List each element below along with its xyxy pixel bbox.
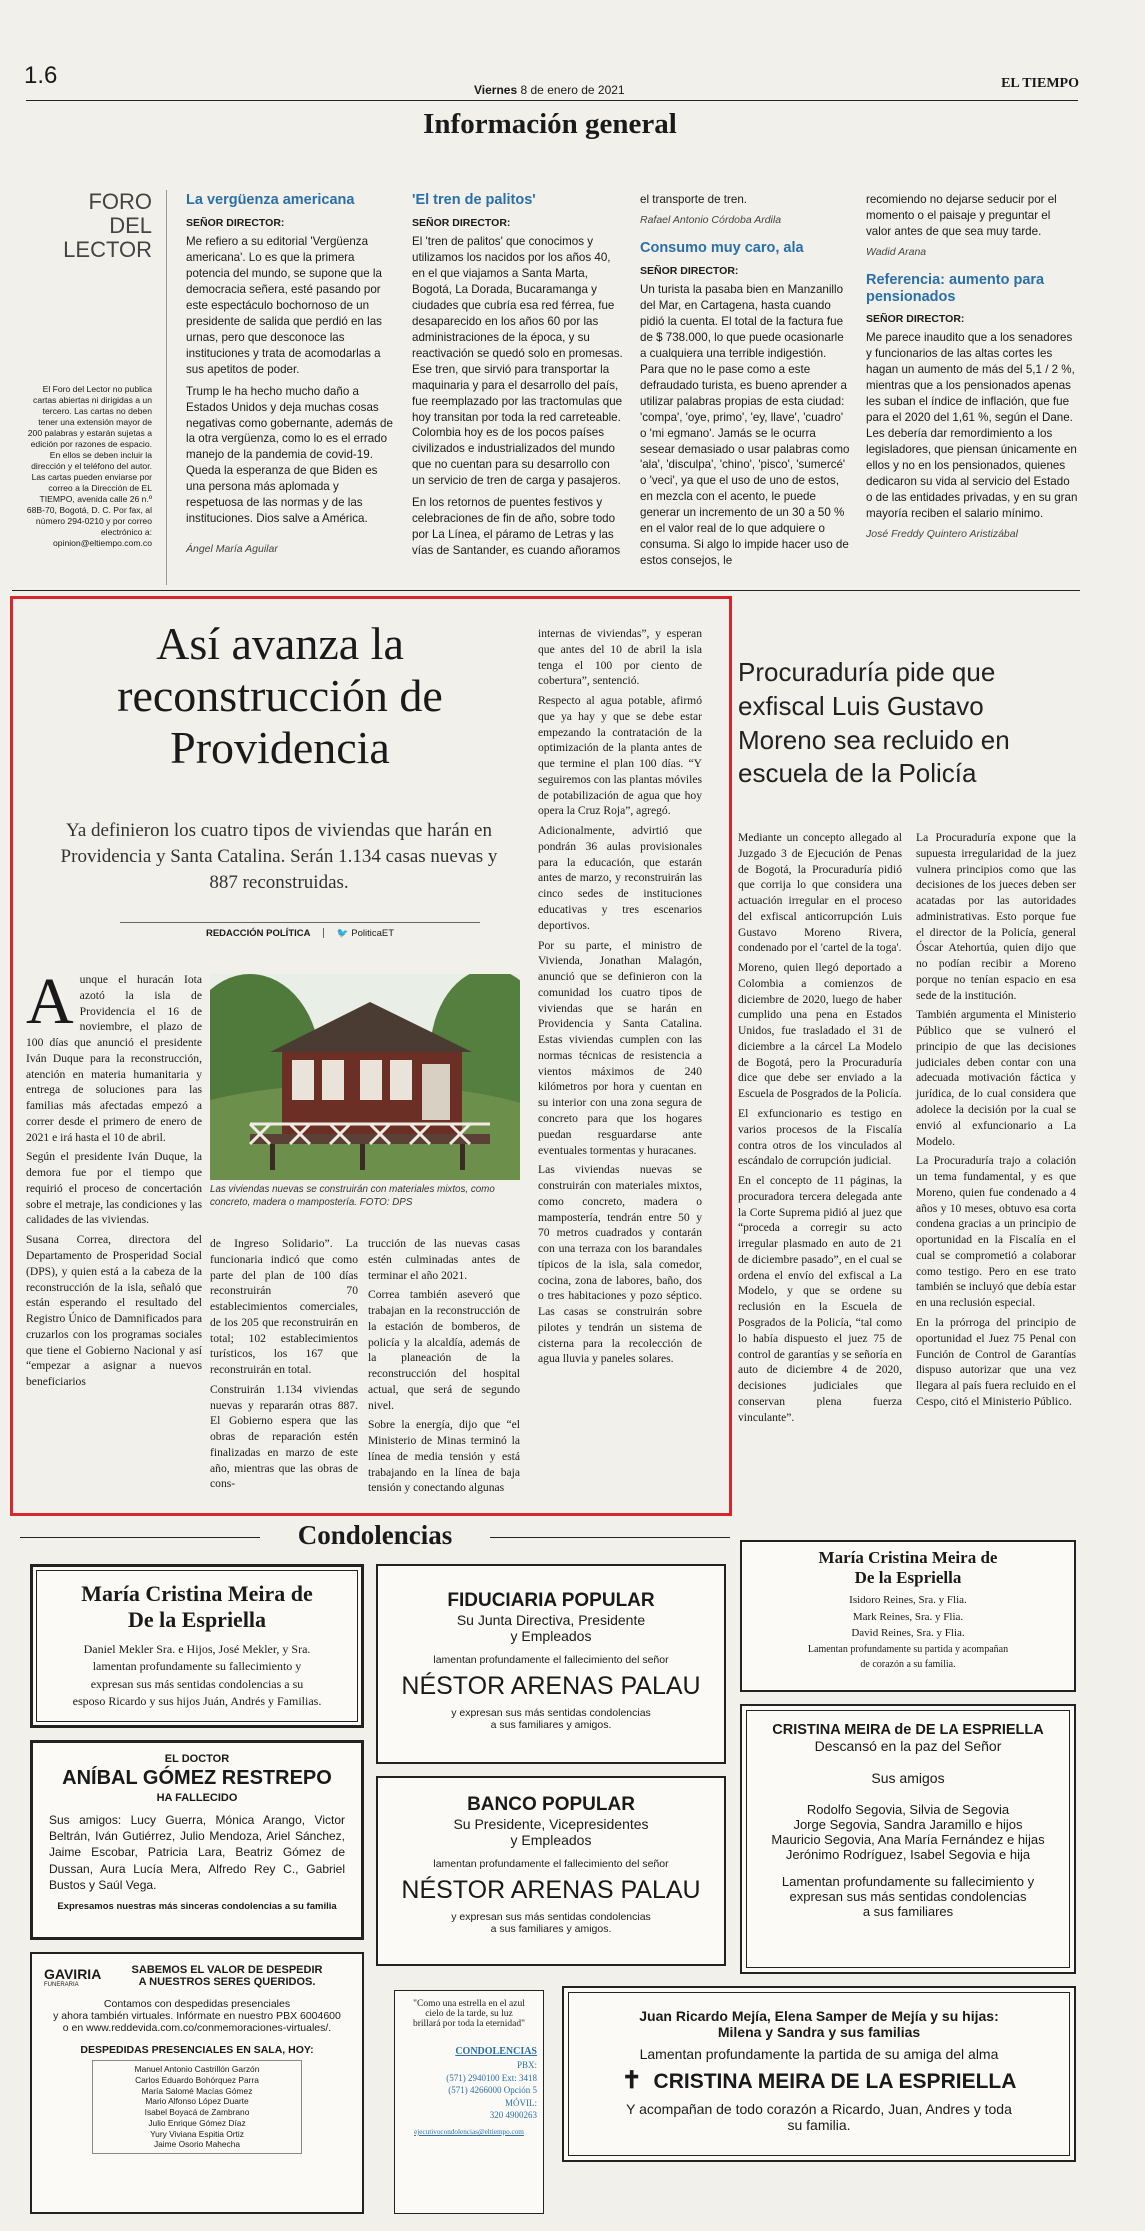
ad-name: Julio Enrique Gómez Díaz	[148, 2117, 246, 2128]
article-paragraph: Mediante un concepto allegado al Juzgado 3 de Ejecución de Penas de Bogotá, la Procuraduría pidió que corrija lo que considera una actuación irregular en el proceso del exfiscal anticorrupción Luis Gustavo Moreno Rivera, condenado por el 'cartel de la toga'.	[738, 831, 902, 955]
obituary-line: Lamentan profundamente su fallecimiento y	[781, 1874, 1035, 1889]
contact-label: PBX:	[516, 2060, 537, 2070]
providencia-col-1	[26, 965, 202, 1394]
dropcap: A	[26, 965, 74, 1038]
obituary-line: Daniel Mekler Sra. e Hijos, José Mekler, y Sra.	[83, 1642, 311, 1656]
obituary-name: Jerónimo Rodríguez, Isabel Segovia e hija	[785, 1847, 1031, 1862]
ad-quote: "Como una estrella en el azul	[413, 1999, 525, 2009]
obituary-line: expresan sus más sentidas condolencias	[789, 1889, 1027, 1904]
obituary-line: y expresan sus más sentidas condolencias	[451, 1707, 651, 1719]
letter-paragraph: Me parece inaudito que a los senadores y funcionarios de las altas cortes les hagan un aumento de más del 5,1 / 2 %, mientras que a los pensionados apenas les suban el índice de inflación, que fue para el 2020 del 1,61 %, según el Dane. Les debería dar remordimiento a los legisladores, que piensan únicamente en ellos y no en los pensionados, quienes dedicaron su vida al servicio del Estado o de las entidades privadas, y en su gran mayoría reciben el salario mínimo.	[866, 331, 1078, 521]
providencia-col-4	[538, 626, 702, 1371]
obituary-lament: lamentan profundamente el fallecimiento del señor	[433, 1654, 669, 1666]
obituary-line: David Reines, Sra. y Flia.	[851, 1627, 965, 1639]
procuraduria-col-2	[916, 830, 1076, 1414]
obituary-body: Sus amigos: Lucy Guerra, Mónica Arango, Victor Beltrán, Iván Gutiérrez, Julio Mendoza, Ariel Sánchez, Jaime Escobar, Patricia Lara, Beatriz Gómez de Dussan, Aura Lucía Mera, Alfredo Rey C., Gabriel Bustos y Saúl Vega.	[49, 1813, 345, 1892]
ad-quote: brillará por toda la eternidad"	[412, 2019, 526, 2029]
header-rule	[26, 100, 1078, 101]
providencia-deck: Ya definieron los cuatro tipos de viviendas que harán en Providencia y Santa Catalina. Serán 1.134 casas nuevas y 887 reconstruidas.	[60, 820, 498, 894]
page-number: 1.6	[24, 62, 58, 89]
obituary-line: a sus familiares y amigos.	[490, 1923, 612, 1935]
letter-heading: La vergüenza americana	[186, 192, 355, 208]
obituary-name: CRISTINA MEIRA DE LA ESPRIELLA	[653, 2070, 1017, 2093]
article-paragraph: Sobre la energía, dijo que “el Ministerio de Minas terminó la línea de media tensión y está trabajando en la línea de baja tensión y conectando algunas	[368, 1418, 520, 1495]
obituary-name: Jorge Segovia, Sandra Jaramillo e hijos	[793, 1817, 1023, 1832]
article-paragraph: Moreno, quien llegó deportado a Colombia a comienzos de diciembre de 2020, luego de haber cumplido una pena en Estados Unidos, fue trasladado el 31 de diciembre a la cárcel La Modelo de Bogotá, pero la Procuraduría dice que debe ser enviado a la Escuela de Posgrados de la Policía.	[738, 961, 902, 1101]
letter-paragraph: En los retornos de puentes festivos y celebraciones de fin de año, sobre todo por La Línea, el páramo de Letras y las vías de Santander, es cuando añoramos	[412, 496, 621, 558]
letter-signature: Rafael Antonio Córdoba Ardila	[640, 213, 782, 226]
article-paragraph: La Procuraduría expone que la supuesta irregularidad de la juez vulnera principios como que las decisiones de los jueces deben ser acatadas por las autoridades administrativas. Esto porque fue el director de la Policía, general Óscar Atehortúa, quien dijo que no podían recibir a Moreno porque no tenían espacio en esa sede de la institución.	[916, 831, 1076, 1002]
byline-author: REDACCIÓN POLÍTICA	[205, 928, 311, 939]
section-title: Información general	[423, 108, 677, 140]
foro-title	[40, 190, 152, 263]
condolencias-rule-left	[20, 1537, 260, 1538]
ad-quote: cielo de la tarde, su luz	[425, 2009, 513, 2019]
letter-paragraph: El 'tren de palitos' que conocimos y utilizamos los nacidos por los años 40, en el que viajamos a Santa Marta, Bogotá, La Dorada, Bucaramanga y ciudades que cubría esa red férrea, fue desaparecido en los años 60 por las administraciones de la época, y su reactivación se quedó solo en promesas. Ese tren, que sirvió para transportar la maquinaria y para el desarrollo del país, fue reemplazado por las tractomulas que hoy transitan por toda la red carreteable. Colombia hoy es de los pocos países civilizados e industrializados del mundo que no cuentan para su desarrollo con un servicio de tren de carga y pasajeros.	[412, 234, 623, 488]
providencia-col-3	[368, 1236, 520, 1500]
providencia-headline: Así avanza la reconstrucción de Providencia	[117, 618, 443, 773]
gaviria-logo	[44, 1966, 101, 1988]
obituary-fiduciaria	[376, 1564, 726, 1764]
funeraria-gaviria-ad	[30, 1952, 364, 2214]
obituary-name: NÉSTOR ARENAS PALAU	[401, 1672, 701, 1700]
providencia-photo	[210, 974, 520, 1180]
byline-twitter: PoliticaET	[351, 928, 395, 939]
obituary-main	[578, 2066, 1060, 2095]
letter-heading: Referencia: aumento para pensionados	[866, 271, 1045, 305]
obituary-gomez-restrepo	[30, 1740, 364, 1940]
obituary-banco-popular	[376, 1776, 726, 1966]
obituary-line: su familia.	[787, 2117, 851, 2133]
article-paragraph: Según el presidente Iván Duque, la demora fue por el tiempo que requirió el proceso de concertación sobre el metraje, las condiciones y las calidades de las viviendas.	[26, 1150, 202, 1227]
condolencias-contact-ad	[394, 1990, 544, 2214]
condolencias-rule-right	[490, 1537, 730, 1538]
obituary-sub: Su Presidente, Vicepresidentes	[453, 1816, 649, 1832]
obituary-sub: y Empleados	[510, 1628, 592, 1644]
obituary-line: expresan sus más sentidas condolencias a su	[90, 1676, 304, 1691]
obituary-sub: Su Junta Directiva, Presidente	[456, 1612, 646, 1628]
article-paragraph: Adicionalmente, advirtió que pondrán 36 aulas provisionales para la educación, que estarán antes de marzo, y reconstruirán las cinco sedes de instituciones educativas y tres escenarios deportivos.	[538, 824, 702, 932]
letter-heading: Consumo muy caro, ala	[640, 239, 804, 256]
obituary-title: De la Espriella	[127, 1607, 267, 1632]
article-paragraph: El exfuncionario es testigo en varios procesos de la Fiscalía contra otros de los vinculados al escándalo de corrupción judicial.	[738, 1107, 902, 1168]
ad-name: Yury Viviana Espitia Ortiz	[150, 2128, 244, 2139]
column-rule	[166, 190, 167, 585]
obituary-name: ANÍBAL GÓMEZ RESTREPO	[62, 1767, 332, 1789]
letter-paragraph: Me refiero a su editorial 'Vergüenza americana'. Lo es que la primera potencia del mundo, se supone que la democracia señera, esté pasando por este espectáculo bochornoso de un presidente de salida que perdió en las urnas, pero que desconoce las instituciones y trata de acomodarlas a sus apetitos de poder.	[186, 234, 382, 376]
contact-heading: CONDOLENCIAS	[455, 2046, 537, 2057]
letter-signature: Wadid Arana	[866, 245, 927, 258]
obituary-sub: Descansó en la paz del Señor	[814, 1738, 1002, 1754]
letter-salutation: SEÑOR DIRECTOR:	[186, 216, 285, 229]
obituary-line: a sus familiares y amigos.	[490, 1719, 612, 1731]
providencia-byline	[120, 922, 480, 939]
obituary-pre: EL DOCTOR	[164, 1753, 230, 1765]
obituary-title: De la Espriella	[854, 1568, 962, 1587]
article-paragraph: internas de viviendas”, y esperan que antes del 10 de abril la isla tenga el 100 por ciento de cobertura”, sentenció.	[538, 627, 702, 688]
obituary-meira-reines	[740, 1540, 1076, 1692]
gaviria-logo-name: GAVIRIA	[44, 1966, 102, 1982]
article-paragraph: En la prórroga del principio de oportunidad el Juez 75 Penal con Función de Control de Garantías dispuso autorizar que una vez llegara al país fuera recluido en el Cespo, citó el Ministerio Público.	[916, 1315, 1076, 1408]
contact-phone: (571) 4266000 Opción 5	[448, 2085, 537, 2096]
obituary-heading: Juan Ricardo Mejía, Elena Samper de Mejía y su hijas:	[639, 2008, 999, 2024]
letter-salutation: SEÑOR DIRECTOR:	[640, 264, 739, 277]
obituary-name: Rodolfo Segovia, Silvia de Segovia	[806, 1802, 1010, 1817]
providencia-col-2	[210, 1236, 358, 1496]
ad-text: Contamos con despedidas presenciales	[103, 1998, 291, 2010]
contact-label: MÓVIL:	[505, 2097, 537, 2108]
article-paragraph: En el concepto de 11 páginas, la procuradora tercera delegada ante la Corte Suprema pidió al juez que “proceda a corregir su acto irregular plasmado en auto de 21 de diciembre pasado”, en el cual se ordena el envío del exfiscal a La Modelo, y que se ordene su reclusión en la Escuela de Posgrados de la Policía, “tal como lo había dispuesto el juez 75 de control de garantías y se señoría en auto de diciembre 4 de 2020, decisiones judiciales que conservan plena fuerza vinculante”.	[738, 1174, 902, 1424]
foro-bottom-rule	[12, 590, 1080, 591]
article-paragraph: Las viviendas nuevas se construirán con materiales mixtos, como concreto, madera o mampostería, tendrán entre 50 y 70 metros cuadrados y contarán con una terraza con los barandales típicos de la isla, sala comedor, cocina, zona de labores, baño, dos o tres habitaciones y pozo séptico. Las casas se construirán sobre pilotes y tendrán un sistema de cisterna para la recolección de agua lluvia y paneles solares.	[538, 1163, 702, 1366]
obituary-title: CRISTINA MEIRA de DE LA ESPRIELLA	[772, 1722, 1044, 1738]
obituary-org: BANCO POPULAR	[467, 1794, 635, 1815]
letter-salutation: SEÑOR DIRECTOR:	[866, 313, 965, 326]
letter-paragraph: Trump le ha hecho mucho daño a Estados Unidos y deja muchas cosas negativas como gobernante, además de la otra vergüenza, como lo es el errado manejo de la pandemia de covid-19. Queda la esperanza de que Biden es una persona más aplomada y respetuosa de las normas y de las instituciones. Dios salve a América.	[186, 384, 393, 526]
ad-text: y ahora también virtuales. Infórmate en nuestro PBX 6004600	[53, 2010, 341, 2022]
obituary-name: Mauricio Segovia, Ana María Fernández e hijas	[771, 1832, 1045, 1847]
letter-heading: 'El tren de palitos'	[412, 192, 536, 208]
dateline-day: Viernes	[474, 83, 518, 97]
ad-name: Mario Alfonso López Duarte	[145, 2096, 249, 2107]
letter-consumo	[640, 192, 852, 575]
obituary-title: María Cristina Meira de	[81, 1581, 313, 1606]
obituary-line: esposo Ricardo y sus hijos Juán, Andrés y Familias.	[72, 1694, 322, 1709]
article-paragraph: Correa también aseveró que trabajan en la reconstrucción de la estación de bomberos, de policía y la alcaldía, además de la planeación de la reconstrucción del hospital actual, que será de segundo nivel.	[368, 1288, 520, 1412]
obituary-line: lamentan profundamente su fallecimiento y	[92, 1659, 302, 1674]
ad-heading: SABEMOS EL VALOR DE DESPEDIR	[131, 1964, 323, 1976]
letter-signature: Ángel María Aguilar	[186, 543, 278, 556]
ad-name: Jaime Osorio Mahecha	[153, 2139, 241, 2150]
obituary-line: Lamentan profundamente su partida y acompañan	[807, 1643, 1009, 1655]
obituary-lament: lamentan profundamente el fallecimiento del señor	[433, 1858, 669, 1870]
article-paragraph: trucción de las nuevas casas estén culminadas antes de terminar el año 2021.	[368, 1237, 520, 1282]
ad-name: Manuel Antonio Castrillón Garzón	[134, 2064, 260, 2074]
ad-name: Isabel Boyacá de Zambrano	[144, 2107, 250, 2117]
obituary-line: Y acompañan de todo corazón a Ricardo, Juan, Andres y toda	[626, 2101, 1012, 2117]
obituary-mejia	[562, 1986, 1076, 2162]
obituary-meira-mekler	[30, 1564, 364, 1728]
foro-note: El Foro del Lector no publica cartas abiertas ni dirigidas a un tercero. Las cartas no deben tener una extensión mayor de 200 palabras y estarán sujetas a edición por razones de espacio. En ellos se deben incluir la dirección y el teléfono del autor. Las cartas pueden enviarse por correo a la Dirección de EL TIEMPO, avenida calle 26 n.º 68B-70, Bogotá, D. C. Por fax, al número 294-0210 y por correo electrónico a: opinion@eltiempo.com.co	[26, 384, 152, 548]
obituary-line: a sus familiares	[862, 1904, 954, 1919]
masthead-logo: EL TIEMPO	[1001, 76, 1079, 91]
article-paragraph: unque el huracán Iota azotó la isla de Providencia el 16 de noviembre, el plazo de 100 días que anunció el presidente Iván Duque para la reconstrucción, atención en materia humanitaria y entrega de soluciones para las familias más afectadas empezó a correr desde el primero de enero de 2021 e irá hasta el 10 de abril.	[26, 973, 202, 1144]
ad-text: o en www.reddevida.com.co/conmemoraciones-virtuales/.	[62, 2022, 332, 2034]
ad-name: María Salomé Macías Gómez	[141, 2085, 253, 2096]
obituary-line: Mark Reines, Sra. y Flia.	[852, 1610, 964, 1623]
obituary-title: María Cristina Meira de	[818, 1548, 998, 1567]
contact-phone: (571) 2940100 Ext: 3418	[446, 2072, 537, 2083]
letter-verguenza	[186, 192, 394, 555]
procuraduria-headline: Procuraduría pide que exfiscal Luis Gustavo Moreno sea recluido en escuela de la Policía	[738, 657, 1010, 789]
article-paragraph: Respecto al agua potable, afirmó que ya hay y que se debe estar empezando la contratación de la optimización de la planta antes de que termine el plan 100 días. “Y seguiremos con las plantas móviles de potabilización de agua que hoy opera la Cruz Roja”, agregó.	[538, 694, 702, 818]
obituary-amigos: Sus amigos	[871, 1770, 945, 1786]
obituary-segovia	[740, 1704, 1076, 1974]
letter-signature: José Freddy Quintero Aristizábal	[866, 528, 1018, 541]
article-paragraph: Construirán 1.134 viviendas nuevas y repararán otras 887. El Gobierno espera que las obras de reparación estén finalizadas en marzo de este año, mientras que las obras de cons-	[210, 1382, 358, 1491]
procuraduria-col-1	[738, 830, 902, 1429]
foro-title-line2: LECTOR	[63, 237, 152, 263]
contact-phone: 320 4900263	[489, 2110, 537, 2121]
dateline-date: 8 de enero de 2021	[520, 83, 625, 97]
obituary-status: HA FALLECIDO	[156, 1792, 238, 1804]
gaviria-logo-sub: FUNERARIA	[44, 1982, 79, 1988]
letter-tren	[412, 192, 624, 565]
article-paragraph: de Ingreso Solidario”. La funcionaria indicó que como parte del plan de 100 días reconstruirán 70 establecimientos comerciales, de los 205 que reconstruirán en total; 102 establecimientos turísticos, los 167 que reconstruirán en total.	[210, 1237, 358, 1377]
obituary-line: y expresan sus más sentidas condolencias	[451, 1911, 651, 1923]
ad-name-list	[92, 2060, 302, 2154]
obituary-line: de corazón a su familia.	[860, 1658, 956, 1670]
letter-continuation: recomiendo no dejarse seducir por el momento o el paisaje y preguntar el valor antes de que sea muy tarde.	[866, 193, 1057, 238]
letter-salutation: SEÑOR DIRECTOR:	[412, 216, 511, 229]
letter-paragraph: Un turista la pasaba bien en Manzanillo del Mar, en Cartagena, hasta cuando pidió la cuenta. El total de la factura fue de $ 738.000, lo que puede ocasionarle a cualquiera una terrible indigestión. Para que no le pase como a este defraudado turista, es bueno aprender a utilizar palabras propias de esta ciudad: 'compa', 'oye, primo', 'ey, llave', 'cuadro' o 'mi egmano'. Jamás se le ocurra sesear demasiado o usar palabras como 'ala', 'disculpa', 'chino', 'pisco', 'sumercé' o 'veci', ya que el uso de uno de estos, en mezcla con el acento, le puede generar un incremento de un 30 a 50 % en el valor real de lo que adquiere o consuma. Si algo lo impide hacer uso de estos consejos, le	[640, 282, 850, 568]
twitter-icon: 🐦	[336, 928, 349, 939]
foro-title-line1: FORO DEL	[88, 189, 152, 239]
house-illustration	[210, 974, 520, 1180]
byline-separator	[323, 928, 324, 938]
obituary-foot: Expresamos nuestras más sinceras condolencias a su familia	[57, 1900, 337, 1912]
ad-heading: A NUESTROS SERES QUERIDOS.	[138, 1976, 316, 1988]
article-paragraph: La Procuraduría trajo a colación un tema fundamental, y es que Moreno, quien fue condenado a 4 años y 10 meses, obtuvo esa corta condena gracias a un principio de oportunidad en la Fiscalía en el cual se comprometió a colaborar como testigo. Pero en ese trato también se incluyó que debía estar en una reclusión especial.	[916, 1154, 1077, 1310]
article-paragraph: Por su parte, el ministro de Vivienda, Jonathan Malagón, anunció que se definieron con la comunidad los cuatro tipos de viviendas que se harán en Providencia y Santa Catalina. Estas viviendas cumplen con las normas técnicas de resistencia a vientos máximos de 240 kilómetros por hora y cuentan en su interior con una zona segura de concreto para que los hogares puedan resguardarse ante eventuales tormentas y huracanes.	[538, 938, 702, 1157]
letter-pensionados	[866, 192, 1078, 540]
obituary-lament: Lamentan profundamente la partida de su amiga del alma	[639, 2046, 999, 2062]
ad-name: Carlos Eduardo Bohórquez Parra	[135, 2074, 259, 2085]
obituary-org: FIDUCIARIA POPULAR	[447, 1590, 655, 1611]
obituary-sub: y Empleados	[510, 1832, 592, 1848]
condolencias-title: Condolencias	[297, 1520, 453, 1550]
obituary-line: Isidoro Reines, Sra. y Flia.	[849, 1594, 967, 1606]
article-paragraph: También argumenta el Ministerio Público que se vulneró el principio de que las decisiones judiciales deben contar con una adecuada motivación fáctica y jurídica, de lo cual considera que adolece la decisión por la cual se envió al exfuncionario a La Modelo.	[916, 1008, 1076, 1148]
dateline	[474, 83, 625, 97]
photo-caption: Las viviendas nuevas se construirán con materiales mixtos, como concreto, madera o mampostería. FOTO: DPS	[210, 1184, 495, 1208]
article-paragraph: Susana Correa, directora del Departamento de Prosperidad Social (DPS), y quien está a la cabeza de la reconstrucción de la isla, señaló que están esperando el resultado del Registro Único de Damnificados para cruzarlos con los programas sociales que tiene el Gobierno Nacional y así “empezar a asignar a nuevos beneficiarios	[26, 1233, 202, 1389]
ad-list-heading: DESPEDIDAS PRESENCIALES EN SALA, HOY:	[80, 2044, 314, 2056]
obituary-heading: Milena y Sandra y sus familias	[717, 2024, 921, 2040]
cross-icon: ✝	[621, 2067, 642, 2094]
obituary-name: NÉSTOR ARENAS PALAU	[401, 1876, 701, 1904]
contact-email: ejecutivocondolencias@eltiempo.com	[414, 2127, 524, 2136]
letter-continuation: el transporte de tren.	[640, 193, 747, 206]
